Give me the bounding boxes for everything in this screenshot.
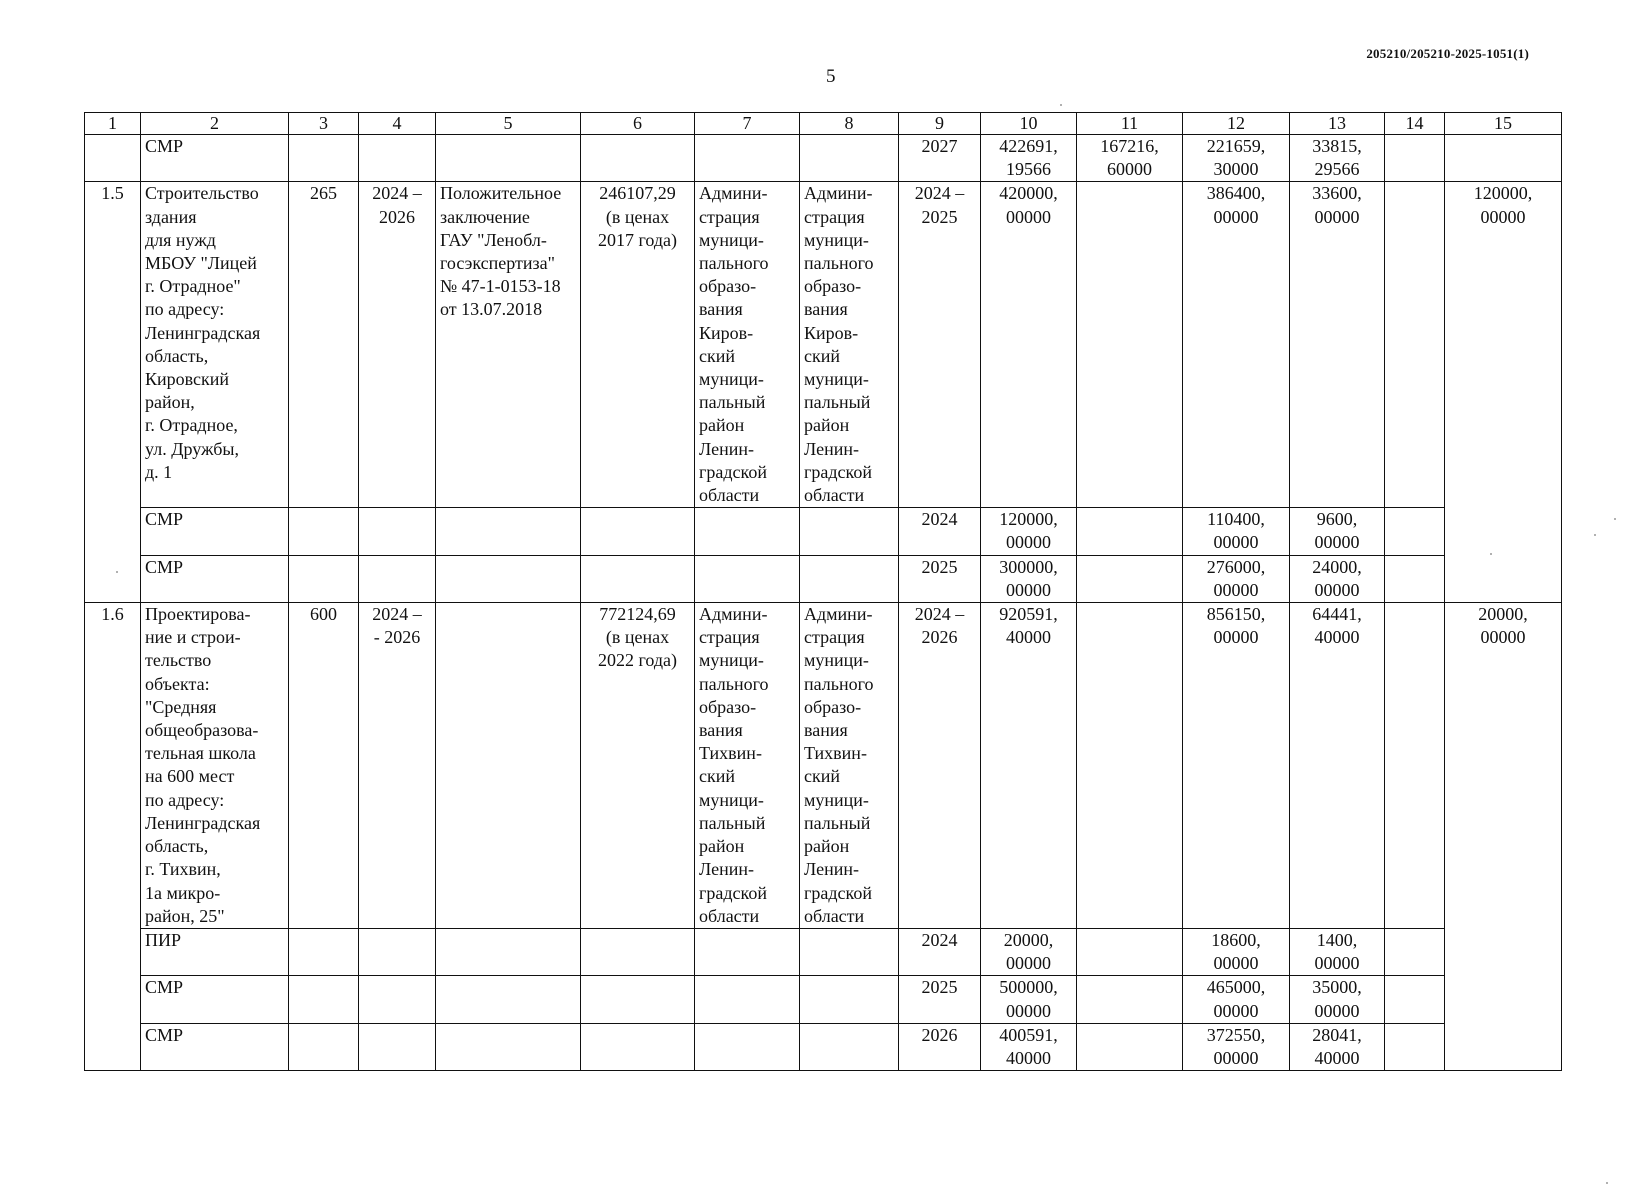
cost-cell: 246107,29 (в ценах 2017 года)	[581, 182, 695, 508]
cell	[1385, 976, 1445, 1023]
cell	[436, 976, 581, 1023]
column-header: 9	[899, 113, 981, 135]
developer-cell: Админи- страция муници- пального образо- вания Киров- ский муници- пальный район Ленин- градской области	[800, 182, 899, 508]
amount-cell: 20000, 00000	[981, 928, 1077, 975]
cell	[800, 976, 899, 1023]
scan-speck	[1614, 518, 1616, 520]
cell	[581, 1023, 695, 1070]
amount-cell: 420000, 00000	[981, 182, 1077, 508]
amount-cell: 1400, 00000	[1290, 928, 1385, 975]
cell	[359, 976, 436, 1023]
customer-cell: Админи- страция муници- пального образо- вания Тихвин- ский муници- пальный район Ленин- градской области	[695, 603, 800, 929]
cell	[436, 135, 581, 182]
year-cell: 2024 – 2025	[899, 182, 981, 508]
cell	[1077, 508, 1183, 555]
cell	[1077, 928, 1183, 975]
amount-cell: 400591, 40000	[981, 1023, 1077, 1070]
amount-cell: 20000, 00000	[1445, 603, 1562, 1071]
cell	[359, 135, 436, 182]
cell	[1385, 1023, 1445, 1070]
item-number-cell: 1.5	[85, 182, 141, 603]
cell	[289, 1023, 359, 1070]
cell	[581, 508, 695, 555]
year-cell: 2025	[899, 976, 981, 1023]
amount-cell: 24000, 00000	[1290, 555, 1385, 602]
cell	[436, 603, 581, 929]
column-header: 12	[1183, 113, 1290, 135]
capacity-cell: 265	[289, 182, 359, 508]
cell	[359, 928, 436, 975]
work-type-cell: ПИР	[141, 928, 289, 975]
amount-cell: 920591, 40000	[981, 603, 1077, 929]
amount-cell: 221659, 30000	[1183, 135, 1290, 182]
cell	[289, 928, 359, 975]
amount-cell: 167216, 60000	[1077, 135, 1183, 182]
scan-speck	[1490, 553, 1492, 555]
cell	[800, 135, 899, 182]
column-header: 13	[1290, 113, 1385, 135]
cell	[359, 555, 436, 602]
work-type-cell: СМР	[141, 1023, 289, 1070]
cost-cell: 772124,69 (в ценах 2022 года)	[581, 603, 695, 929]
amount-cell: 856150, 00000	[1183, 603, 1290, 929]
scan-speck	[116, 571, 118, 573]
amount-cell: 33600, 00000	[1290, 182, 1385, 508]
amount-cell: 64441, 40000	[1290, 603, 1385, 929]
column-header: 15	[1445, 113, 1562, 135]
column-header: 1	[85, 113, 141, 135]
year-cell: 2024	[899, 928, 981, 975]
object-name-cell: Проектирова- ние и строи- тельство объекта: "Средняя общеобразова- тельная школа на 600 мест по адресу: Ленинградская область, г. Тихвин, 1а микро- район, 25"	[141, 603, 289, 929]
cell	[1385, 508, 1445, 555]
column-header: 6	[581, 113, 695, 135]
column-header: 14	[1385, 113, 1445, 135]
scan-speck	[1594, 534, 1596, 536]
amount-cell: 465000, 00000	[1183, 976, 1290, 1023]
item-number-cell: 1.6	[85, 603, 141, 1071]
cell	[695, 1023, 800, 1070]
cell	[1385, 603, 1445, 929]
capacity-cell: 600	[289, 603, 359, 929]
amount-cell: 120000, 00000	[981, 508, 1077, 555]
period-cell: 2024 – - 2026	[359, 603, 436, 929]
work-type-cell: СМР	[141, 976, 289, 1023]
investment-table	[84, 112, 1562, 1071]
cell	[289, 135, 359, 182]
column-header: 10	[981, 113, 1077, 135]
cell	[359, 1023, 436, 1070]
cell	[581, 928, 695, 975]
document-id: 205210/205210-2025-1051(1)	[1366, 46, 1529, 61]
cell	[1077, 603, 1183, 929]
developer-cell: Админи- страция муници- пального образо- вания Тихвин- ский муници- пальный район Ленин- градской области	[800, 603, 899, 929]
amount-cell: 372550, 00000	[1183, 1023, 1290, 1070]
amount-cell: 500000, 00000	[981, 976, 1077, 1023]
cell	[800, 555, 899, 602]
amount-cell: 28041, 40000	[1290, 1023, 1385, 1070]
table-row	[85, 508, 1562, 555]
column-header: 2	[141, 113, 289, 135]
cell	[581, 555, 695, 602]
year-cell: 2026	[899, 1023, 981, 1070]
cell	[581, 976, 695, 1023]
cell	[1385, 928, 1445, 975]
work-type-cell: СМР	[141, 555, 289, 602]
cell	[436, 508, 581, 555]
column-header: 11	[1077, 113, 1183, 135]
table-row	[85, 135, 1562, 182]
table-row	[85, 555, 1562, 602]
cell	[85, 135, 141, 182]
cell	[695, 508, 800, 555]
cell	[436, 555, 581, 602]
cell	[436, 1023, 581, 1070]
amount-cell: 276000, 00000	[1183, 555, 1290, 602]
year-cell: 2027	[899, 135, 981, 182]
column-header: 5	[436, 113, 581, 135]
customer-cell: Админи- страция муници- пального образо- вания Киров- ский муници- пальный район Ленин- градской области	[695, 182, 800, 508]
cell	[1077, 182, 1183, 508]
expertise-cell: Положительное заключение ГАУ "Ленобл- госэкспертиза" № 47-1-0153-18 от 13.07.2018	[436, 182, 581, 508]
cell	[289, 555, 359, 602]
work-type-cell: СМР	[141, 135, 289, 182]
table-row	[85, 928, 1562, 975]
page-number: 5	[826, 66, 836, 87]
amount-cell: 9600, 00000	[1290, 508, 1385, 555]
work-type-cell: СМР	[141, 508, 289, 555]
column-header: 4	[359, 113, 436, 135]
year-cell: 2024	[899, 508, 981, 555]
amount-cell: 35000, 00000	[1290, 976, 1385, 1023]
amount-cell: 33815, 29566	[1290, 135, 1385, 182]
cell	[695, 976, 800, 1023]
scan-speck	[1606, 1182, 1608, 1184]
amount-cell: 120000, 00000	[1445, 182, 1562, 603]
cell	[1385, 135, 1445, 182]
cell	[800, 928, 899, 975]
cell	[581, 135, 695, 182]
table-row	[85, 182, 1562, 508]
cell	[1445, 135, 1562, 182]
cell	[695, 928, 800, 975]
year-cell: 2024 – 2026	[899, 603, 981, 929]
period-cell: 2024 – 2026	[359, 182, 436, 508]
cell	[1077, 976, 1183, 1023]
cell	[1077, 555, 1183, 602]
amount-cell: 422691, 19566	[981, 135, 1077, 182]
column-header: 8	[800, 113, 899, 135]
cell	[695, 135, 800, 182]
amount-cell: 300000, 00000	[981, 555, 1077, 602]
amount-cell: 110400, 00000	[1183, 508, 1290, 555]
table-row	[85, 603, 1562, 929]
cell	[1385, 555, 1445, 602]
cell	[800, 508, 899, 555]
cell	[436, 928, 581, 975]
cell	[695, 555, 800, 602]
cell	[1385, 182, 1445, 508]
column-header: 7	[695, 113, 800, 135]
year-cell: 2025	[899, 555, 981, 602]
amount-cell: 386400, 00000	[1183, 182, 1290, 508]
cell	[359, 508, 436, 555]
column-number-row	[85, 113, 1562, 135]
cell	[289, 508, 359, 555]
amount-cell: 18600, 00000	[1183, 928, 1290, 975]
scan-speck	[1060, 104, 1062, 106]
table-row	[85, 976, 1562, 1023]
object-name-cell: Строительство здания для нужд МБОУ "Лицей г. Отрадное" по адресу: Ленинградская область, Кировский район, г. Отрадное, ул. Дружбы, д. 1	[141, 182, 289, 508]
cell	[800, 1023, 899, 1070]
cell	[289, 976, 359, 1023]
column-header: 3	[289, 113, 359, 135]
cell	[1077, 1023, 1183, 1070]
table-row	[85, 1023, 1562, 1070]
